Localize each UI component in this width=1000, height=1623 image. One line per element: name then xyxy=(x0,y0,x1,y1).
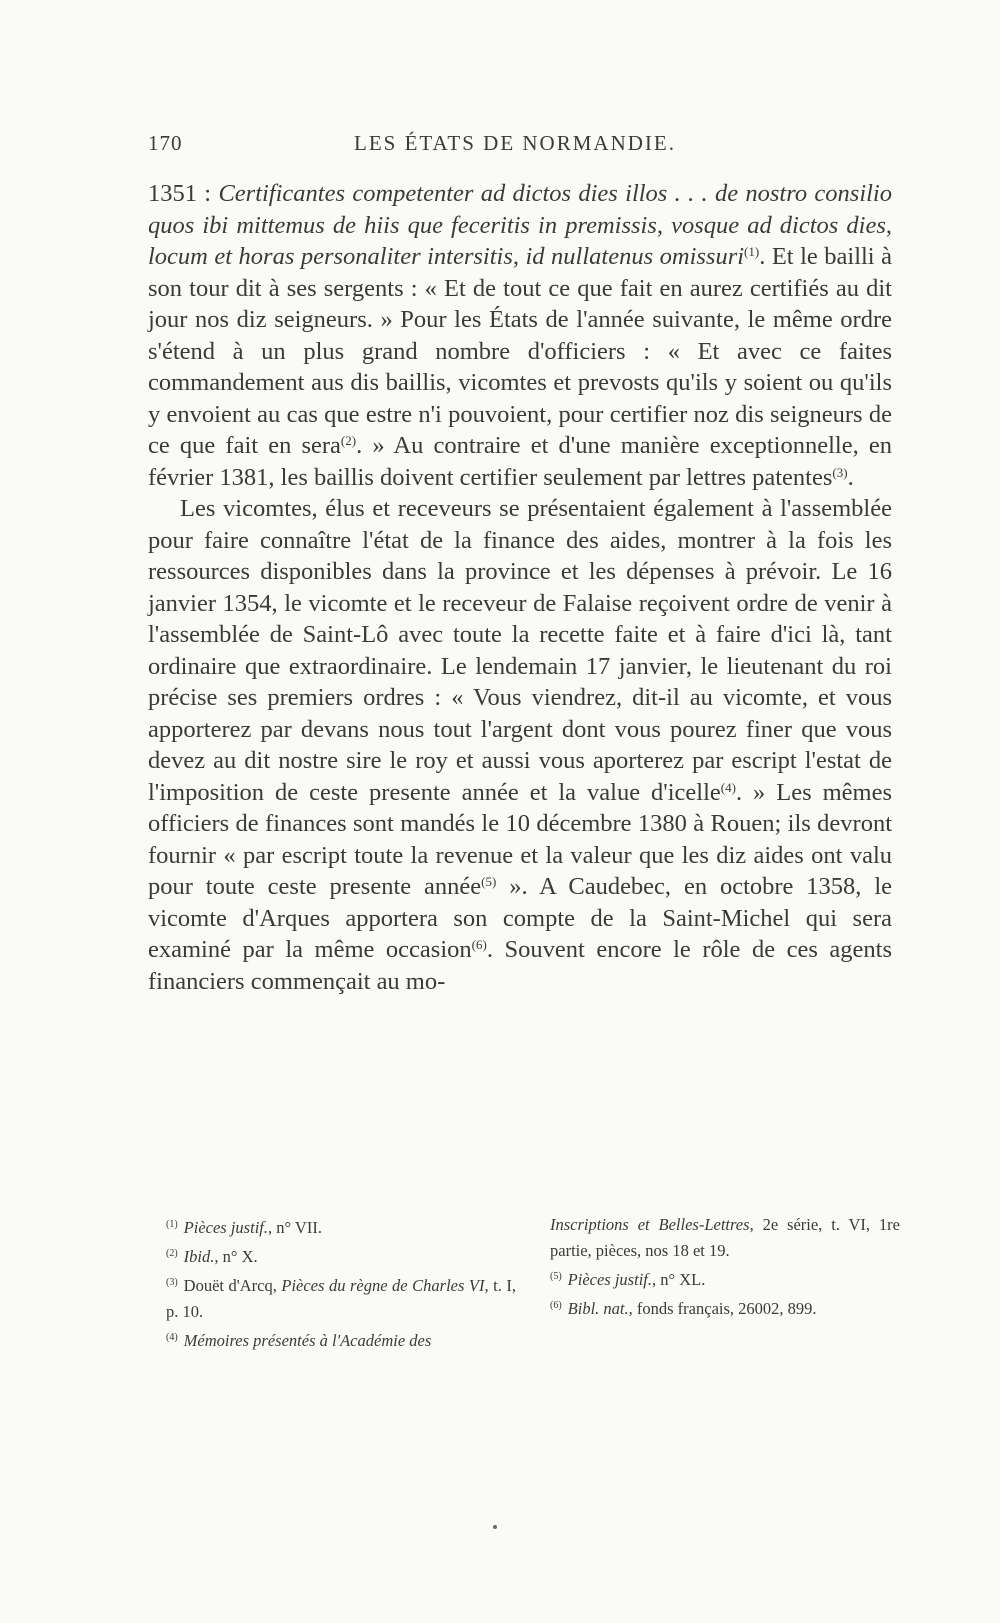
footnote-3-text-a: Douët d'Arcq, xyxy=(183,1276,282,1295)
footnotes-right-column xyxy=(550,1212,900,1322)
latin-quote: Certificantes competenter ad dictos dies illos . . . de nostro consilio quos ibi mittemus de hiis que feceritis in premissis, vosque ad dictos dies, locum et horas personaliter intersitis, id nullatenus omissuri xyxy=(148,180,892,270)
footnote-6 xyxy=(550,1293,900,1322)
footnote-6-italic: Bibl. nat. xyxy=(567,1299,629,1318)
footnote-2-number: (2) xyxy=(166,1248,178,1259)
footnote-3 xyxy=(166,1270,516,1325)
footnote-1-italic: Pièces justif. xyxy=(183,1218,268,1237)
footnote-5-italic: Pièces justif. xyxy=(567,1270,652,1289)
paragraph-1-text-b: . » Au contraire et d'une manière exceptionnelle, en février 1381, les baillis doivent certifier seulement par lettres patentes xyxy=(148,432,892,491)
footnote-4-continuation xyxy=(550,1212,900,1264)
paragraph-1-text-c: . xyxy=(847,463,854,491)
page-number: 170 xyxy=(148,131,183,155)
footnote-5 xyxy=(550,1264,900,1293)
paragraph-1-text-a: . Et le bailli à son tour dit à ses sergents : « Et de tout ce que fait en aurez certifiés au dit jour nos diz seigneurs. » Pour les États de l'année suivante, le même ordre s'étend à un plus grand nombre d'officiers : « Et avec ce faites commandement aus dis baillis, vicomtes et prevosts qu'ils y soient ou qu'ils y envoient au cas que estre n'i pouvoient, pour certifier noz dis seigneurs de ce que fait en sera xyxy=(148,243,892,459)
footnote-4-number: (4) xyxy=(166,1332,178,1343)
note-ref-3: (3) xyxy=(832,464,848,480)
paragraph-2-text-a: Les vicomtes, élus et receveurs se présentaient également à l'assemblée pour faire connaître l'état de la finance des aides, montrer à la fois les ressources disponibles dans la province et les dépenses à prévoir. Le 16 janvier 1354, le vicomte et le receveur de Falaise reçoivent ordre de venir à l'assemblée de Saint-Lô avec toute la recette faite et à faire d'ici là, tant ordinaire que extraordinaire. Le lendemain 17 janvier, le lieutenant du roi précise ses premiers ordres : « Vous viendrez, dit-il au vicomte, et vous apporterez par devans nous tout l'argent dont vous pourez finer que vous devez au dit nostre sire le roy et aussi vous aporterez par escript l'estat de l'imposition de ceste presente année et la value d'icelle xyxy=(148,495,892,806)
footnote-2-text: , n° X. xyxy=(214,1247,258,1266)
footnote-4-italic: Mémoires présentés à l'Académie des xyxy=(183,1331,432,1350)
note-ref-6: (6) xyxy=(471,937,487,952)
footnote-1-number: (1) xyxy=(166,1219,178,1230)
footnote-3-number: (3) xyxy=(166,1277,178,1288)
running-title: LES ÉTATS DE NORMANDIE. xyxy=(354,131,676,155)
footnote-5-text: , n° XL. xyxy=(652,1270,706,1289)
note-ref-1: (1) xyxy=(744,244,760,259)
footnote-4-cont-italic: Inscriptions et Belles-Lettres xyxy=(550,1215,750,1234)
footnote-5-number: (5) xyxy=(550,1271,562,1282)
footnote-4 xyxy=(166,1325,516,1354)
paragraph-1 xyxy=(148,178,892,493)
note-ref-4: (4) xyxy=(720,779,736,795)
footnote-2-italic: Ibid. xyxy=(183,1247,215,1266)
footnote-3-text-b: , t. I, p. 10. xyxy=(166,1276,516,1321)
paragraph-2-text-b: . » Les mêmes officiers de finances sont mandés le 10 décembre 1380 à Rouen; ils devront fournir « par escript toute la revenue et la valeur que les diz aides ont valu pour toute ceste presente année xyxy=(148,778,892,900)
footnote-1 xyxy=(166,1212,516,1241)
main-text xyxy=(148,178,892,997)
footnote-6-number: (6) xyxy=(550,1300,562,1311)
paragraph-2-text-c: ». A Caudebec, en octobre 1358, le vicomte d'Arques apportera son compte de la Saint-Michel qui sera examiné par la même occasion xyxy=(148,873,892,963)
footnote-1-text: , n° VII. xyxy=(268,1218,322,1237)
page-speck xyxy=(493,1525,497,1529)
footnote-2 xyxy=(166,1241,516,1270)
year-text: 1351 : xyxy=(148,180,219,207)
note-ref-5: (5) xyxy=(481,874,497,889)
paragraph-2 xyxy=(148,493,892,997)
footnote-4-cont-text: , 2e série, t. VI, 1re partie, pièces, nos 18 et 19. xyxy=(550,1215,900,1260)
footnote-3-italic: Pièces du règne de Charles VI xyxy=(281,1276,485,1295)
footnote-6-text: , fonds français, 26002, 899. xyxy=(628,1299,817,1318)
footnotes-left-column xyxy=(166,1212,516,1354)
note-ref-2: (2) xyxy=(340,433,357,448)
page-header xyxy=(148,131,900,161)
paragraph-2-text-d: . Souvent encore le rôle de ces agents financiers commençait au mo- xyxy=(148,936,893,995)
